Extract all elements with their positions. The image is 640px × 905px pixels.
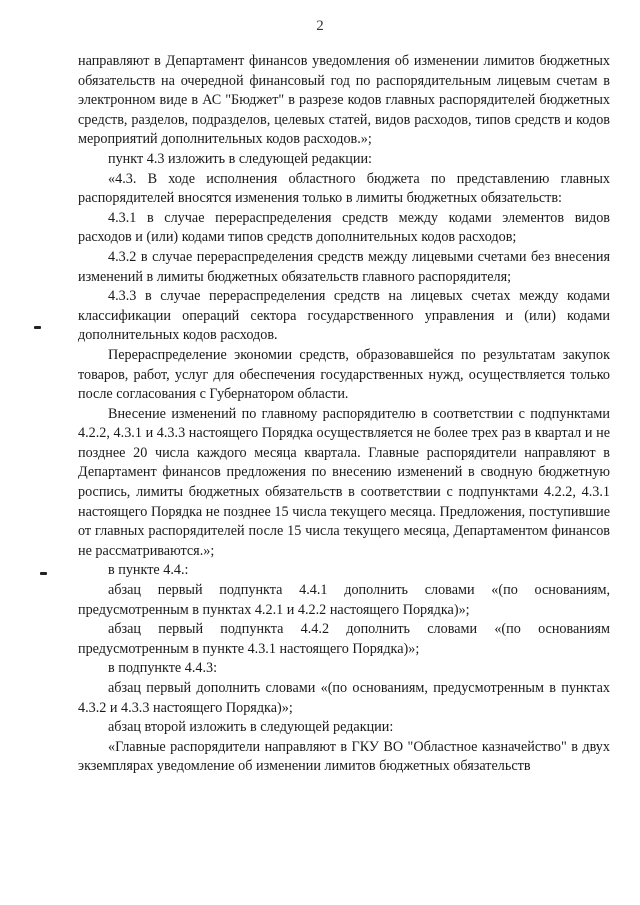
paragraph: 4.3.3 в случае перераспределения средств на лицевых счетах между кодами классификации операций сектора государственного управления и (или) кодами дополнительных кодов расходов. [78, 288, 610, 344]
paragraph: направляют в Департамент финансов уведомления об изменении лимитов бюджетных обязательств на очередной финансовый год по распорядительным лицевым счетам в электронном виде в АС "Бюджет" в разрезе кодов главных распорядителей бюджетных средств, разделов, подразделов, целевых статей, видов расходов, типов средств и кодов мероприятий дополнительных кодов расходов.»; [78, 53, 610, 148]
margin-mark [40, 572, 47, 575]
paragraph: 4.3.2 в случае перераспределения средств между лицевыми счетами без внесения изменений в лимиты бюджетных обязательств главного распорядителя; [78, 248, 610, 285]
paragraph: Внесение изменений по главному распорядителю в соответствии с подпунктами 4.2.2, 4.3.1 и 4.3.3 настоящего Порядка осуществляется не более трех раз в квартал и не позднее 20 числа каждого месяца квартала. Главные распорядители направляют в Департамент финансов предложения по внесению изменений в сводную бюджетную роспись, лимиты бюджетных обязательств в соответствии с подпунктами 4.2.2, 4.3.1 настоящего Порядка не позднее 15 числа текущего месяца. Предложения, поступившие от главных распорядителей после 15 числа текущего месяца, Департаментом финансов не рассматриваются.»; [78, 405, 610, 559]
paragraph: абзац второй изложить в следующей редакции: [108, 719, 394, 736]
paragraph: 4.3.1 в случае перераспределения средств между кодами элементов видов расходов и (или) кодами типов средств дополнительных кодов расходов; [78, 209, 610, 246]
paragraph: «Главные распорядители направляют в ГКУ ВО "Областное казначейство" в двух экземплярах уведомление об изменении лимитов бюджетных обязательств [78, 738, 610, 775]
paragraph: в пункте 4.4.: [108, 562, 189, 579]
paragraph: пункт 4.3 изложить в следующей редакции: [108, 150, 372, 167]
paragraph: абзац первый подпункта 4.4.1 дополнить словами «(по основаниям, предусмотренным в пунктах 4.2.1 и 4.2.2 настоящего Порядка)»; [78, 582, 610, 618]
document-body [78, 52, 610, 777]
paragraph: «4.3. В ходе исполнения областного бюджета по представлению главных распорядителей вносятся изменения только в лимиты бюджетных обязательств: [78, 170, 610, 207]
paragraph: абзац первый подпункта 4.4.2 дополнить словами «(по основаниям предусмотренным в пункте 4.3.1 настоящего Порядка)»; [78, 621, 610, 657]
paragraph: абзац первый дополнить словами «(по основаниям, предусмотренным в пунктах 4.3.2 и 4.3.3 настоящего Порядка)»; [78, 680, 610, 716]
margin-mark [34, 326, 41, 329]
page-number: 2 [316, 18, 324, 34]
paragraph: Перераспределение экономии средств, образовавшейся по результатам закупок товаров, работ, услуг для обеспечения государственных нужд, осуществляется только после согласования с Губернатором области. [78, 346, 610, 403]
paragraph: в подпункте 4.4.3: [108, 660, 218, 677]
